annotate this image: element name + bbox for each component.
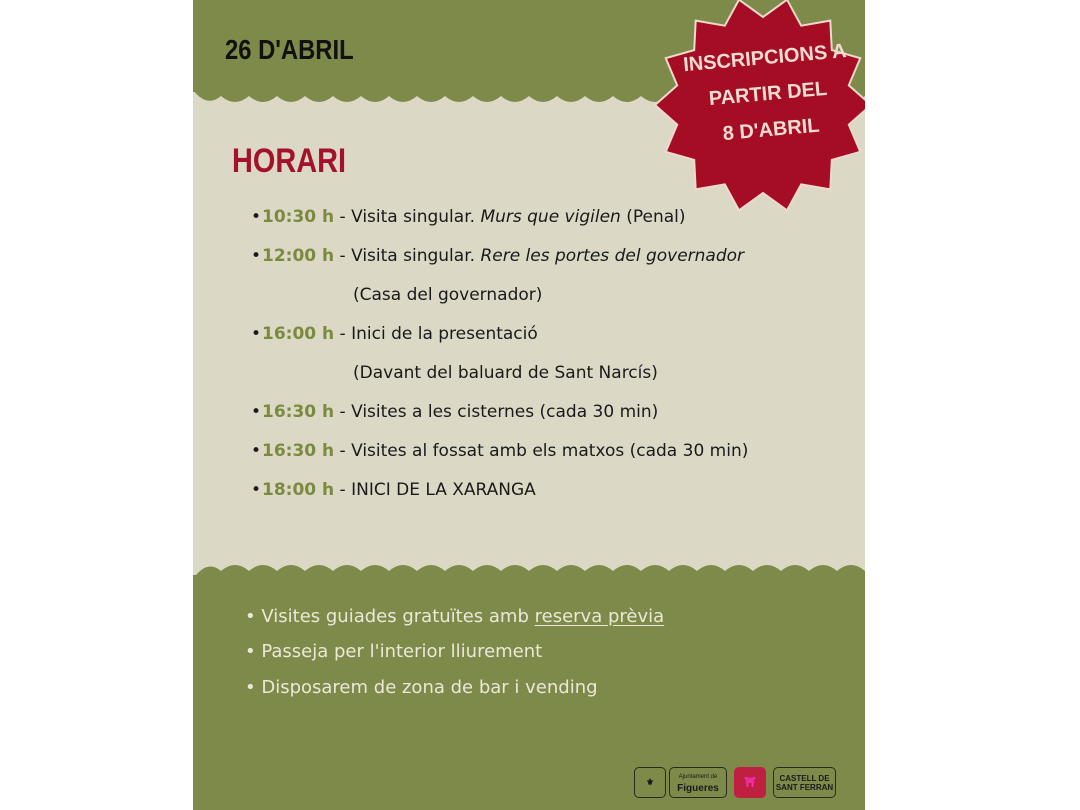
castle-gate-logo: ⛩: [734, 767, 766, 798]
note-text: Passeja per l'interior lliurement: [261, 641, 543, 662]
schedule-title: HORARI: [232, 142, 346, 180]
badge-line: 8 D'ABRIL: [721, 114, 821, 146]
schedule-text: - Visites al fossat amb els matxos (cada 30 min): [334, 441, 749, 461]
schedule-time: 12:00 h: [262, 246, 335, 266]
schedule-text: - Visita singular.: [334, 246, 481, 266]
schedule-text: - Visita singular.: [334, 207, 481, 227]
schedule-item: [251, 402, 658, 422]
schedule-text: - INICI DE LA XARANGA: [334, 480, 536, 500]
schedule-time: 18:00 h: [262, 480, 335, 500]
schedule-location: (Penal): [620, 207, 686, 227]
schedule-title-italic: Rere les portes del governador: [480, 246, 745, 266]
bullet: •: [251, 207, 262, 227]
bullet: •: [251, 246, 262, 266]
bullet: •: [251, 441, 262, 461]
note-item: • Disposarem de zona de bar i vending: [245, 677, 598, 698]
note-text: Disposarem de zona de bar i vending: [261, 677, 598, 698]
event-poster: [193, 0, 865, 810]
bullet: •: [251, 324, 262, 344]
figueres-logo: [669, 767, 727, 798]
event-date: 26 D'ABRIL: [225, 34, 354, 65]
schedule-location: (Davant del baluard de Sant Narcís): [353, 363, 658, 383]
schedule-title-italic: Murs que vigilen: [480, 207, 621, 227]
schedule-time: 16:30 h: [262, 441, 335, 461]
castell-sant-ferran-logo: CASTELL DE SANT FERRAN: [773, 767, 836, 798]
schedule-time: 10:30 h: [262, 207, 335, 227]
note-item: • Visites guiades gratuïtes amb reserva prèvia: [245, 606, 665, 627]
note-text: Visites guiades gratuïtes amb: [261, 606, 535, 627]
schedule-text: - Inici de la presentació: [334, 324, 538, 344]
schedule-location: (Casa del governador): [353, 285, 543, 305]
schedule-item: [251, 324, 538, 344]
schedule-item: [251, 246, 744, 266]
schedule-time: 16:30 h: [262, 402, 335, 422]
city-crest-logo: ⚜: [634, 767, 666, 798]
schedule-item: [251, 207, 686, 227]
schedule-item: [251, 480, 536, 500]
schedule-text: - Visites a les cisternes (cada 30 min): [334, 402, 659, 422]
logo-text: Figueres: [677, 782, 719, 794]
registration-badge-text: [674, 32, 863, 155]
reservation-link[interactable]: reserva prèvia: [534, 606, 665, 627]
note-item: • Passeja per l'interior lliurement: [245, 641, 543, 662]
wave-divider-bottom: [193, 563, 865, 579]
schedule-item: [251, 441, 748, 461]
badge-line: INSCRIPCIONS A: [682, 40, 848, 77]
schedule-time: 16:00 h: [262, 324, 335, 344]
bullet: •: [251, 402, 262, 422]
badge-line: PARTIR DEL: [708, 77, 828, 111]
logo-text: Ajuntament de: [678, 773, 718, 780]
bullet: •: [251, 480, 262, 500]
